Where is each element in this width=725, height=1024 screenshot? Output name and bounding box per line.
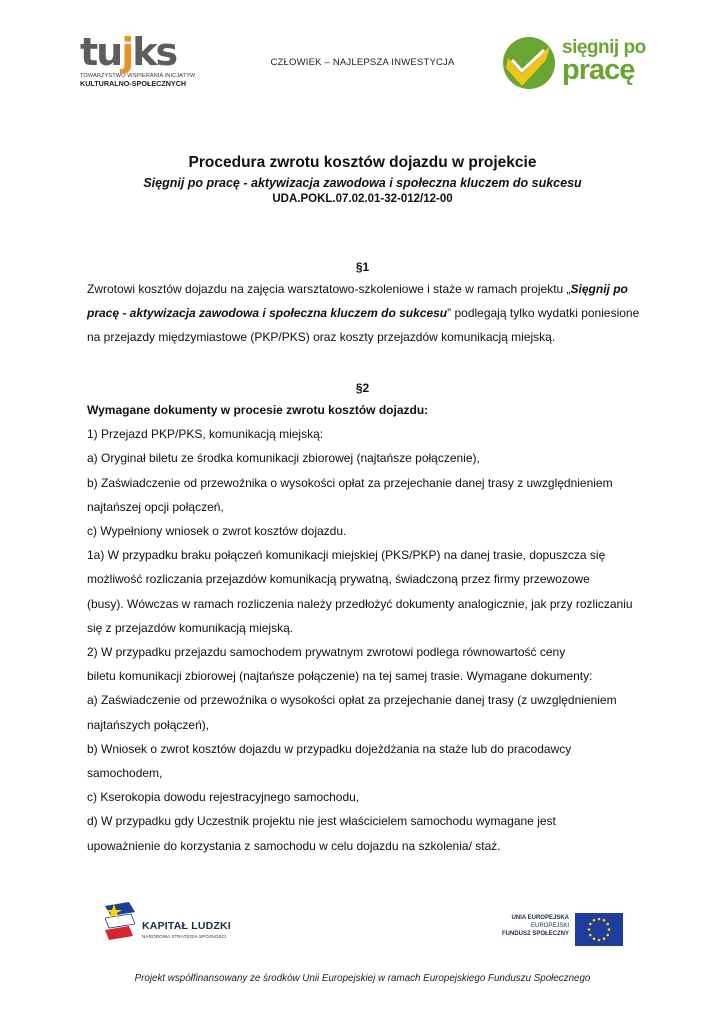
section-1-line-2-project-name: pracę - aktywizacja zawodowa i społeczna kluczem do sukcesu <box>87 306 448 321</box>
siegnij-po-prace-line2: pracę <box>562 54 635 86</box>
section-2-line: c) Kserokopia dowodu rejestracyjnego samochodu, <box>87 790 360 805</box>
section-1-line-1-project-name: Sięgnij po <box>570 282 628 296</box>
document-subtitle: Sięgnij po pracę - aktywizacja zawodowa i społeczna kluczem do sukcesu <box>143 176 582 190</box>
section-1-line-2-text: ” podlegają tylko wydatki poniesione <box>447 306 640 321</box>
tujks-word-part1: tu <box>80 30 122 74</box>
eu-flag-icon <box>575 913 623 946</box>
section-2-line: b) Zaświadczenie od przewoźnika o wysokości opłat za przejechanie danej trasy z uwzględnieniem <box>87 475 613 490</box>
header-slogan-text: CZŁOWIEK – NAJLEPSZA INWESTYCJA <box>270 57 455 68</box>
siegnij-po-prace-line1: sięgnij po <box>562 37 646 58</box>
tujks-logo-line1: TOWARZYSTWO WSPIERANIA INICJATYW <box>80 73 196 79</box>
siegnij-po-prace-icon <box>502 36 556 90</box>
kapital-ludzki-logo <box>100 882 242 974</box>
section-2-line: biletu komunikacji zbiorowej (najtańsze połączenie) na tej samej trasie. Wymagane dokumenty: <box>87 669 593 684</box>
section-1-heading: §1 <box>355 260 370 274</box>
section-1-paragraph <box>87 277 647 350</box>
section-1-line-1 <box>87 277 647 301</box>
tujks-word-part3: ks <box>132 30 177 74</box>
kapital-ludzki-title: KAPITAŁ LUDZKI <box>142 920 231 932</box>
section-2-line: najtańszej opcji połączeń, <box>87 499 224 514</box>
eu-logo <box>500 910 625 950</box>
section-2-line: się z przejazdów komunikacją miejską. <box>87 620 294 635</box>
siegnij-po-prace-logo <box>502 30 646 90</box>
eu-logo-line3: FUNDUSZ SPOŁECZNY <box>501 931 569 937</box>
section-2-line: (busy). Wówczas w ramach rozliczenia należy przedłożyć dokumenty analogicznie, jak przy rozliczaniu <box>87 596 633 611</box>
eu-logo-line1: UNIA EUROPEJSKA <box>511 915 569 921</box>
section-1-line-3 <box>87 325 647 349</box>
eu-logo-line2: EUROPEJSKI <box>530 923 569 929</box>
section-2-line: upoważnienie do korzystania z samochodu w celu dojazdu na szkolenia/ staż. <box>87 838 501 853</box>
section-2-line: b) Wniosek o zwrot kosztów dojazdu w przypadku dojeżdżania na staże lub do pracodawcy <box>87 741 572 756</box>
section-2-line: 2) W przypadku przejazdu samochodem prywatnym zwrotowi podlega równowartość ceny <box>87 645 566 660</box>
section-2-line: 1) Przejazd PKP/PKS, komunikacją miejską: <box>87 427 324 442</box>
section-2-heading: §2 <box>355 381 370 395</box>
tujks-word-part2: j <box>121 30 133 74</box>
tujks-logo-line2: KULTURALNO-SPOŁECZNYCH <box>80 79 187 88</box>
section-1-line-2 <box>87 301 647 325</box>
document-title: Procedura zwrotu kosztów dojazdu w projekcie <box>188 154 537 171</box>
section-2-intro: Wymagane dokumenty w procesie zwrotu kosztów dojazdu: <box>87 403 429 417</box>
section-2-paragraph <box>87 398 647 858</box>
kapital-ludzki-subtitle: NARODOWA STRATEGIA SPÓJNOŚCI <box>142 934 227 939</box>
document-code: UDA.POKL.07.02.01-32-012/12-00 <box>272 193 453 205</box>
kapital-ludzki-icon <box>105 902 135 946</box>
section-1-line-3-text: na przejazdy międzymiastowe (PKP/PKS) oraz koszty przejazdów komunikacją miejską. <box>87 330 556 345</box>
section-2-line: a) Oryginał biletu ze środka komunikacji zbiorowej (najtańsze połączenie), <box>87 451 480 466</box>
section-1-line-1-text: Zwrotowi kosztów dojazdu na zajęcia warsztatowo-szkoleniowe i staże w ramach projektu „ <box>87 282 571 296</box>
eu-logo-text <box>502 914 569 938</box>
footer-note: Projekt współfinansowany ze środków Unii Europejskiej w ramach Europejskiego Funduszu Społecznego <box>134 973 591 984</box>
section-2-line: możliwość rozliczania przejazdów komunikacją prywatną, świadczoną przez firmy przewozowe <box>87 572 590 587</box>
section-2-line: c) Wypełniony wniosek o zwrot kosztów dojazdu. <box>87 524 347 539</box>
section-2-line: najtańszych połączeń), <box>87 717 210 732</box>
section-2-line: 1a) W przypadku braku połączeń komunikacji miejskiej (PKS/PKP) na danej trasie, dopuszcza się <box>87 548 606 563</box>
section-2-line: d) W przypadku gdy Uczestnik projektu nie jest właścicielem samochodu wymagane jest <box>87 814 556 829</box>
section-2-line: samochodem, <box>87 766 163 781</box>
section-2-line: a) Zaświadczenie od przewoźnika o wysokości opłat za przejechanie danej trasy (z uwzględnieniem <box>87 693 617 708</box>
